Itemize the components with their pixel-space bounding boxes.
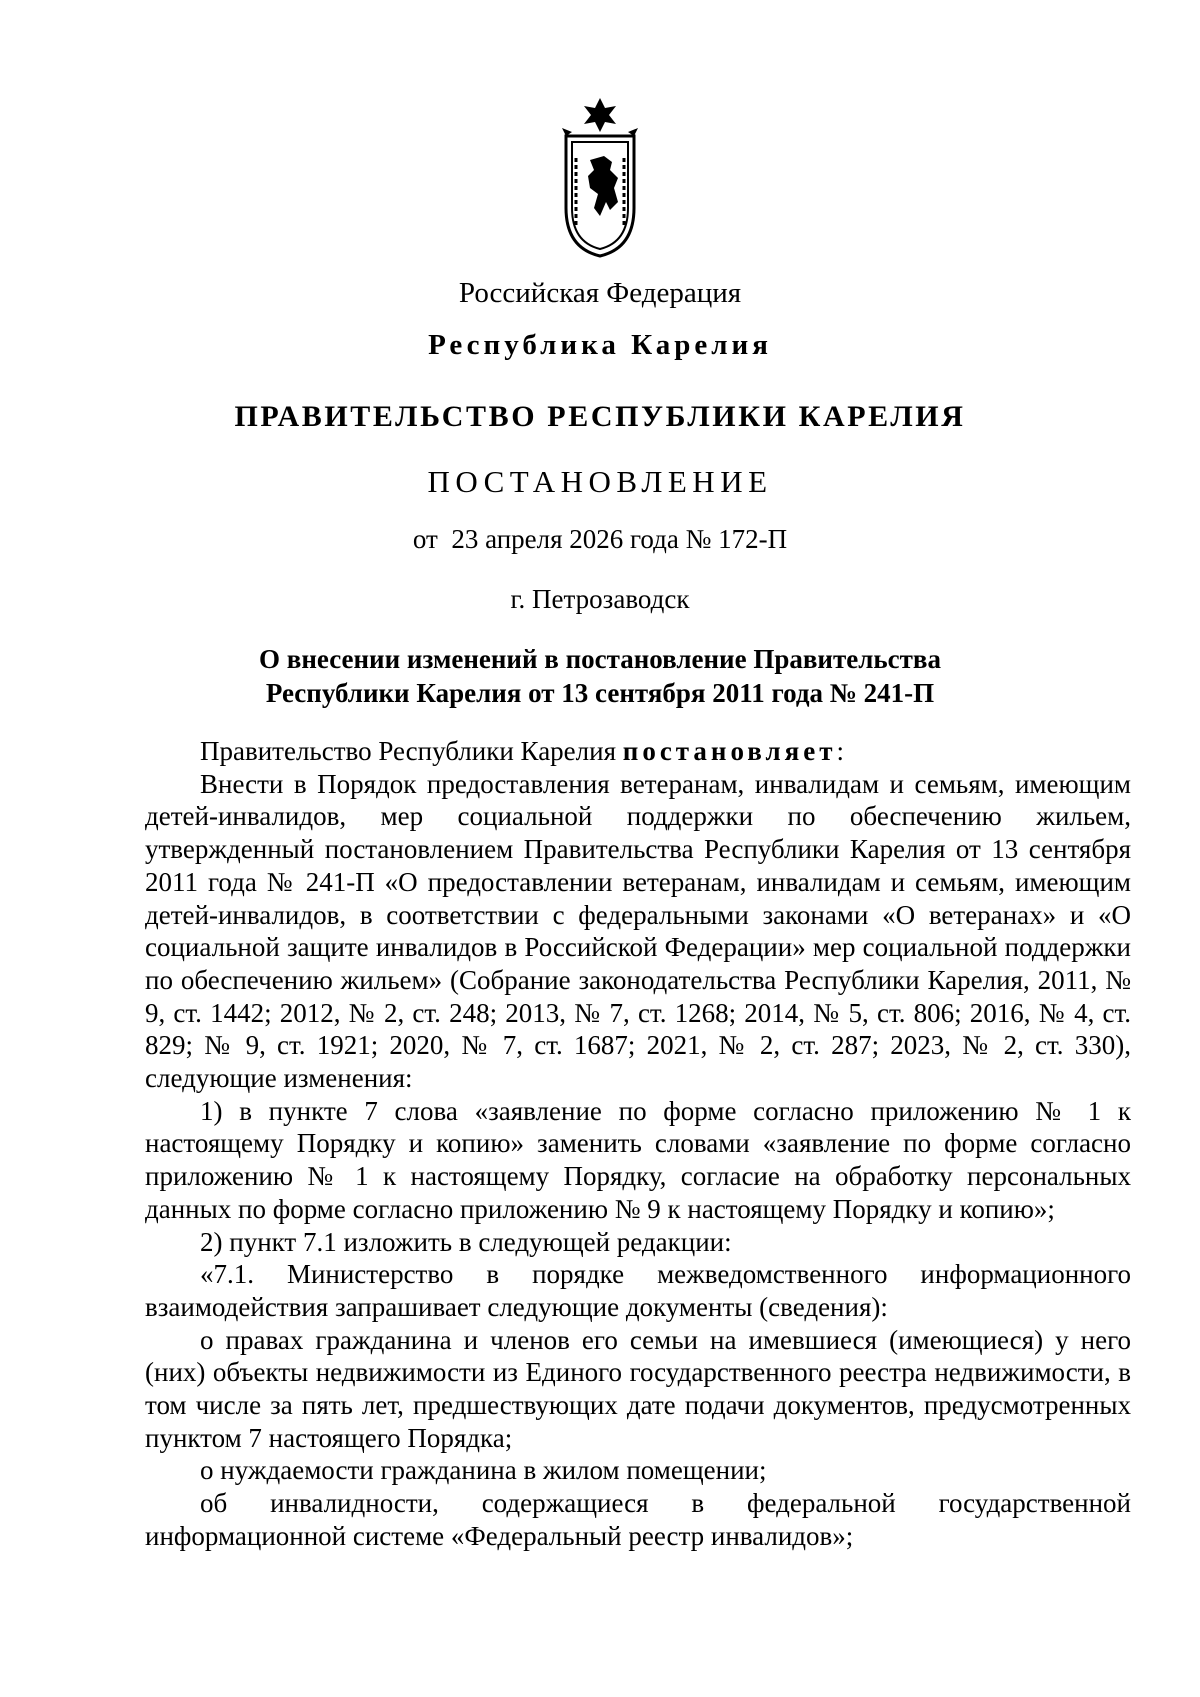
resolves-suffix: : xyxy=(836,736,845,766)
paragraph-2: 1) в пункте 7 слова «заявление по форме согласно приложению № 1 к настоящему Порядку и копию» заменить словами «заявление по форме согласно приложению № 1 к настоящему Порядку, согласие на обработку персональных данных по форме согласно приложению № 9 к настоящему Порядку и копию»; xyxy=(145,1095,1131,1224)
resolves-word: постановляет xyxy=(622,736,837,766)
republic-name: Республика Карелия xyxy=(428,329,772,361)
title-line-2: Республики Карелия от 13 сентября 2011 года № 241-П xyxy=(265,678,935,708)
city-name: г. Петрозаводск xyxy=(510,584,690,614)
federation-name: Российская Федерация xyxy=(458,277,742,309)
government-name: ПРАВИТЕЛЬСТВО РЕСПУБЛИКИ КАРЕЛИЯ xyxy=(234,400,966,433)
title-line-1: О внесении изменений в постановление Правительства xyxy=(259,644,941,674)
paragraph-6: о нуждаемости гражданина в жилом помещении; xyxy=(200,1455,767,1486)
paragraph-4: «7.1. Министерство в порядке межведомственного информационного взаимодействия запрашивает следующие документы (сведения): xyxy=(145,1259,1131,1322)
paragraph-1: Внести в Порядок предоставления ветеранам, инвалидам и семьям, имеющим детей-инвалидов, мер социальной поддержки по обеспечению жильем, утвержденный постановлением Правительства Республики Карелия от 13 сентября 2011 года № 241-П «О предоставлении ветеранам, инвалидам и семьям, имеющим детей-инвалидов, в соответствии с федеральными законами «О ветеранах» и «О социальной защите инвалидов в Российской Федерации» мер социальной поддержки по обеспечению жильем» (Собрание законодательства Республики Карелия, 2011, № 9, ст. 1442; 2012, № 2, ст. 248; 2013, № 7, ст. 1268; 2014, № 5, ст. 806; 2016, № 4, ст. 829; № 9, ст. 1921; 2020, № 7, ст. 1687; 2021, № 2, ст. 287; 2023, № 2, ст. 330), следующие изменения: xyxy=(145,768,1131,1094)
resolves-paragraph xyxy=(145,735,1131,768)
document-body xyxy=(145,735,1131,1553)
document-date-number: от 23 апреля 2026 года № 172-П xyxy=(412,524,788,554)
karelia-coat-of-arms-icon xyxy=(560,98,640,258)
document-title xyxy=(0,642,1200,710)
document-type: ПОСТАНОВЛЕНИЕ xyxy=(427,464,773,499)
resolves-prefix: Правительство Республики Карелия xyxy=(200,736,623,766)
paragraph-7: об инвалидности, содержащиеся в федеральной государственной информационной системе «Федеральный реестр инвалидов»; xyxy=(145,1488,1131,1551)
paragraph-3: 2) пункт 7.1 изложить в следующей редакции: xyxy=(200,1226,732,1257)
paragraph-5: о правах гражданина и членов его семьи на имевшиеся (имеющиеся) у него (них) объекты недвижимости из Единого государственного реестра недвижимости, в том числе за пять лет, предшествующих дате подачи документов, предусмотренных пунктом 7 настоящего Порядка; xyxy=(145,1324,1131,1453)
